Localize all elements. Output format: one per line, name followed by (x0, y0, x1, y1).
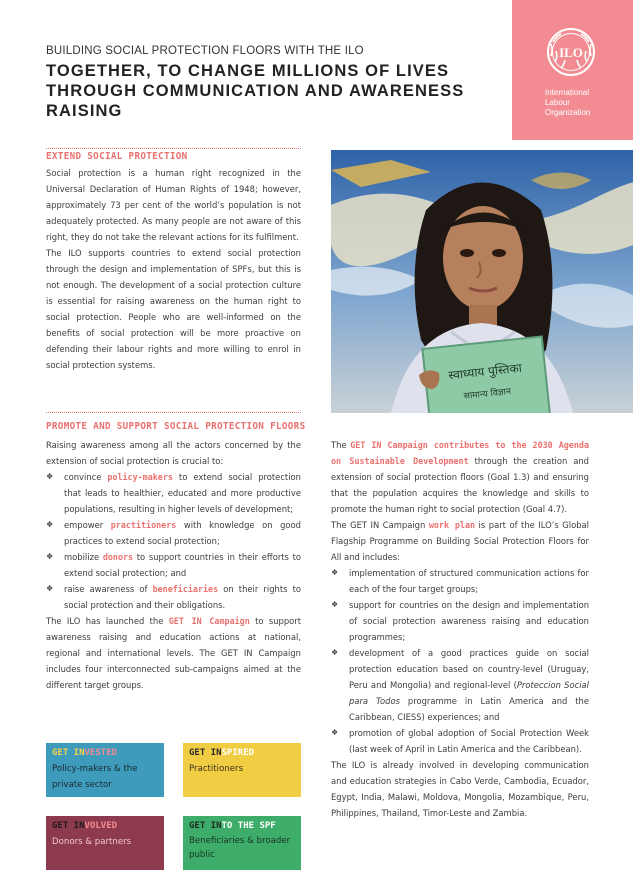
bullet-icon: ❖ (331, 648, 339, 657)
page-title (46, 61, 486, 121)
section-promote-body (46, 437, 301, 693)
list-item: ❖ promotion of global adoption of Social Protection Week (last week of April in Latin America and the Caribbean). (331, 725, 589, 757)
photo-illustration (331, 150, 633, 413)
divider (46, 412, 301, 413)
paragraph: The ILO is already involved in developing communication and education strategies in Cabo Verde, Cambodia, Ecuador, Egypt, India, Malawi, Moldova, Mongolia, Mozambique, Peru, Philippines, Thailand, Timor-Leste and Zambia. (331, 760, 589, 818)
audience-list (46, 469, 301, 613)
book-subtitle: सामान्य विज्ञान (463, 387, 512, 402)
campaign-inspired: GET INSPIRED Practitioners (183, 743, 301, 797)
list-item: ❖ convince policy-makers to extend social protection that leads to healthier, educated and more productive populations, resulting in higher levels of development; (46, 469, 301, 517)
book-title: स्वाध्याय पुस्तिका (447, 360, 523, 383)
campaign-desc: Policy-makers & the private sector (52, 764, 138, 790)
campaign-involved: GET INVOLVED Donors & partners (46, 816, 164, 870)
list-item: ❖ mobilize donors to support countries in their efforts to extend social protection; and (46, 549, 301, 581)
bullet-icon: ❖ (46, 472, 54, 481)
campaign-into-spf: GET INTO THE SPF Beneficiaries & broader public (183, 816, 301, 870)
bullet-icon: ❖ (331, 600, 339, 609)
campaign-desc: Donors & partners (52, 837, 132, 847)
section-extend-body (46, 165, 301, 373)
title-line-2: THROUGH COMMUNICATION AND AWARENESS RAISING (46, 82, 465, 120)
logo-name-line-3: Organization (545, 108, 591, 117)
list-item: ❖ raise awareness of beneficiaries on their rights to social protection and their obligations. (46, 581, 301, 613)
list-item: ❖ empower practitioners with knowledge on good practices to extend social protection; (46, 517, 301, 549)
paragraph: Social protection is a human right recognized in the Universal Declaration of Human Rights of 1948; however, approximately 73 per cent of the world’s population is not adequately protected. As many people are not aware of this right, they do not take the relevant actions for its fulfilment. (46, 168, 301, 242)
list-item: ❖ implementation of structured communication actions for each of the four target groups; (331, 565, 589, 597)
logo-mark-text: ILO (559, 45, 583, 60)
ilo-name (545, 88, 590, 118)
campaign-desc: Beneficiaries & broader public (189, 836, 291, 860)
paragraph: The GET IN Campaign work plan is part of the ILO’s Global Flagship Programme on Building Social Protection Floors for All and includes: (331, 520, 589, 562)
title-line-1: TOGETHER, TO CHANGE MILLIONS OF LIVES (46, 62, 450, 80)
photo-girl-with-book (331, 150, 633, 413)
list-item: ❖ support for countries on the design and implementation of social protection awareness raising and education programmes; (331, 597, 589, 645)
campaign-desc: Practitioners (189, 764, 244, 774)
divider (46, 148, 301, 149)
logo-name-line-1: International (545, 88, 590, 97)
logo-name-line-2: Labour (545, 98, 570, 107)
section-heading-promote: PROMOTE AND SUPPORT SOCIAL PROTECTION FLOORS (46, 421, 306, 432)
paragraph: The ILO supports countries to extend social protection through the design and implementation of SPFs, but this is not enough. The development of a social protection culture is essential for raising awareness on the human right to social protection. People who are well-informed on the benefits of social protection will be more proactive on defending their labour rights and more willing to enrol in social protection systems. (46, 248, 301, 370)
campaign-invested: GET INVESTED Policy-makers & the private sector (46, 743, 164, 797)
paragraph: The GET IN Campaign contributes to the 2030 Agenda on Sustainable Development through the creation and extension of social protection floors (Goal 1.3) and ensuring that the population acquires the knowledge and skills to promote the human right to social protection (Goal 4.7). (331, 440, 589, 514)
paragraph: The ILO has launched the GET IN Campaign to support awareness raising and education actions at national, regional and international levels. The GET IN Campaign includes four interconnected sub-campaigns aimed at the different target groups. (46, 616, 301, 690)
list-item: ❖ development of a good practices guide on social protection education based on country-level (Uruguay, Peru and Mongolia) and regional-level (Proteccion Social para Todos programme in Latin America and the Caribbean, CIESS) experiences; and (331, 645, 589, 725)
bullet-icon: ❖ (331, 568, 339, 577)
page-kicker: BUILDING SOCIAL PROTECTION FLOORS WITH THE ILO (46, 45, 364, 57)
right-column-body (331, 437, 589, 821)
section-heading-extend: EXTEND SOCIAL PROTECTION (46, 151, 188, 162)
bullet-icon: ❖ (331, 728, 339, 737)
ilo-logo-panel (512, 0, 633, 140)
bullet-icon: ❖ (46, 552, 54, 561)
ilo-emblem-icon (545, 26, 597, 78)
paragraph: Raising awareness among all the actors concerned by the extension of social protection is crucial to: (46, 440, 301, 466)
bullet-icon: ❖ (46, 584, 54, 593)
bullet-icon: ❖ (46, 520, 54, 529)
work-plan-list (331, 565, 589, 757)
